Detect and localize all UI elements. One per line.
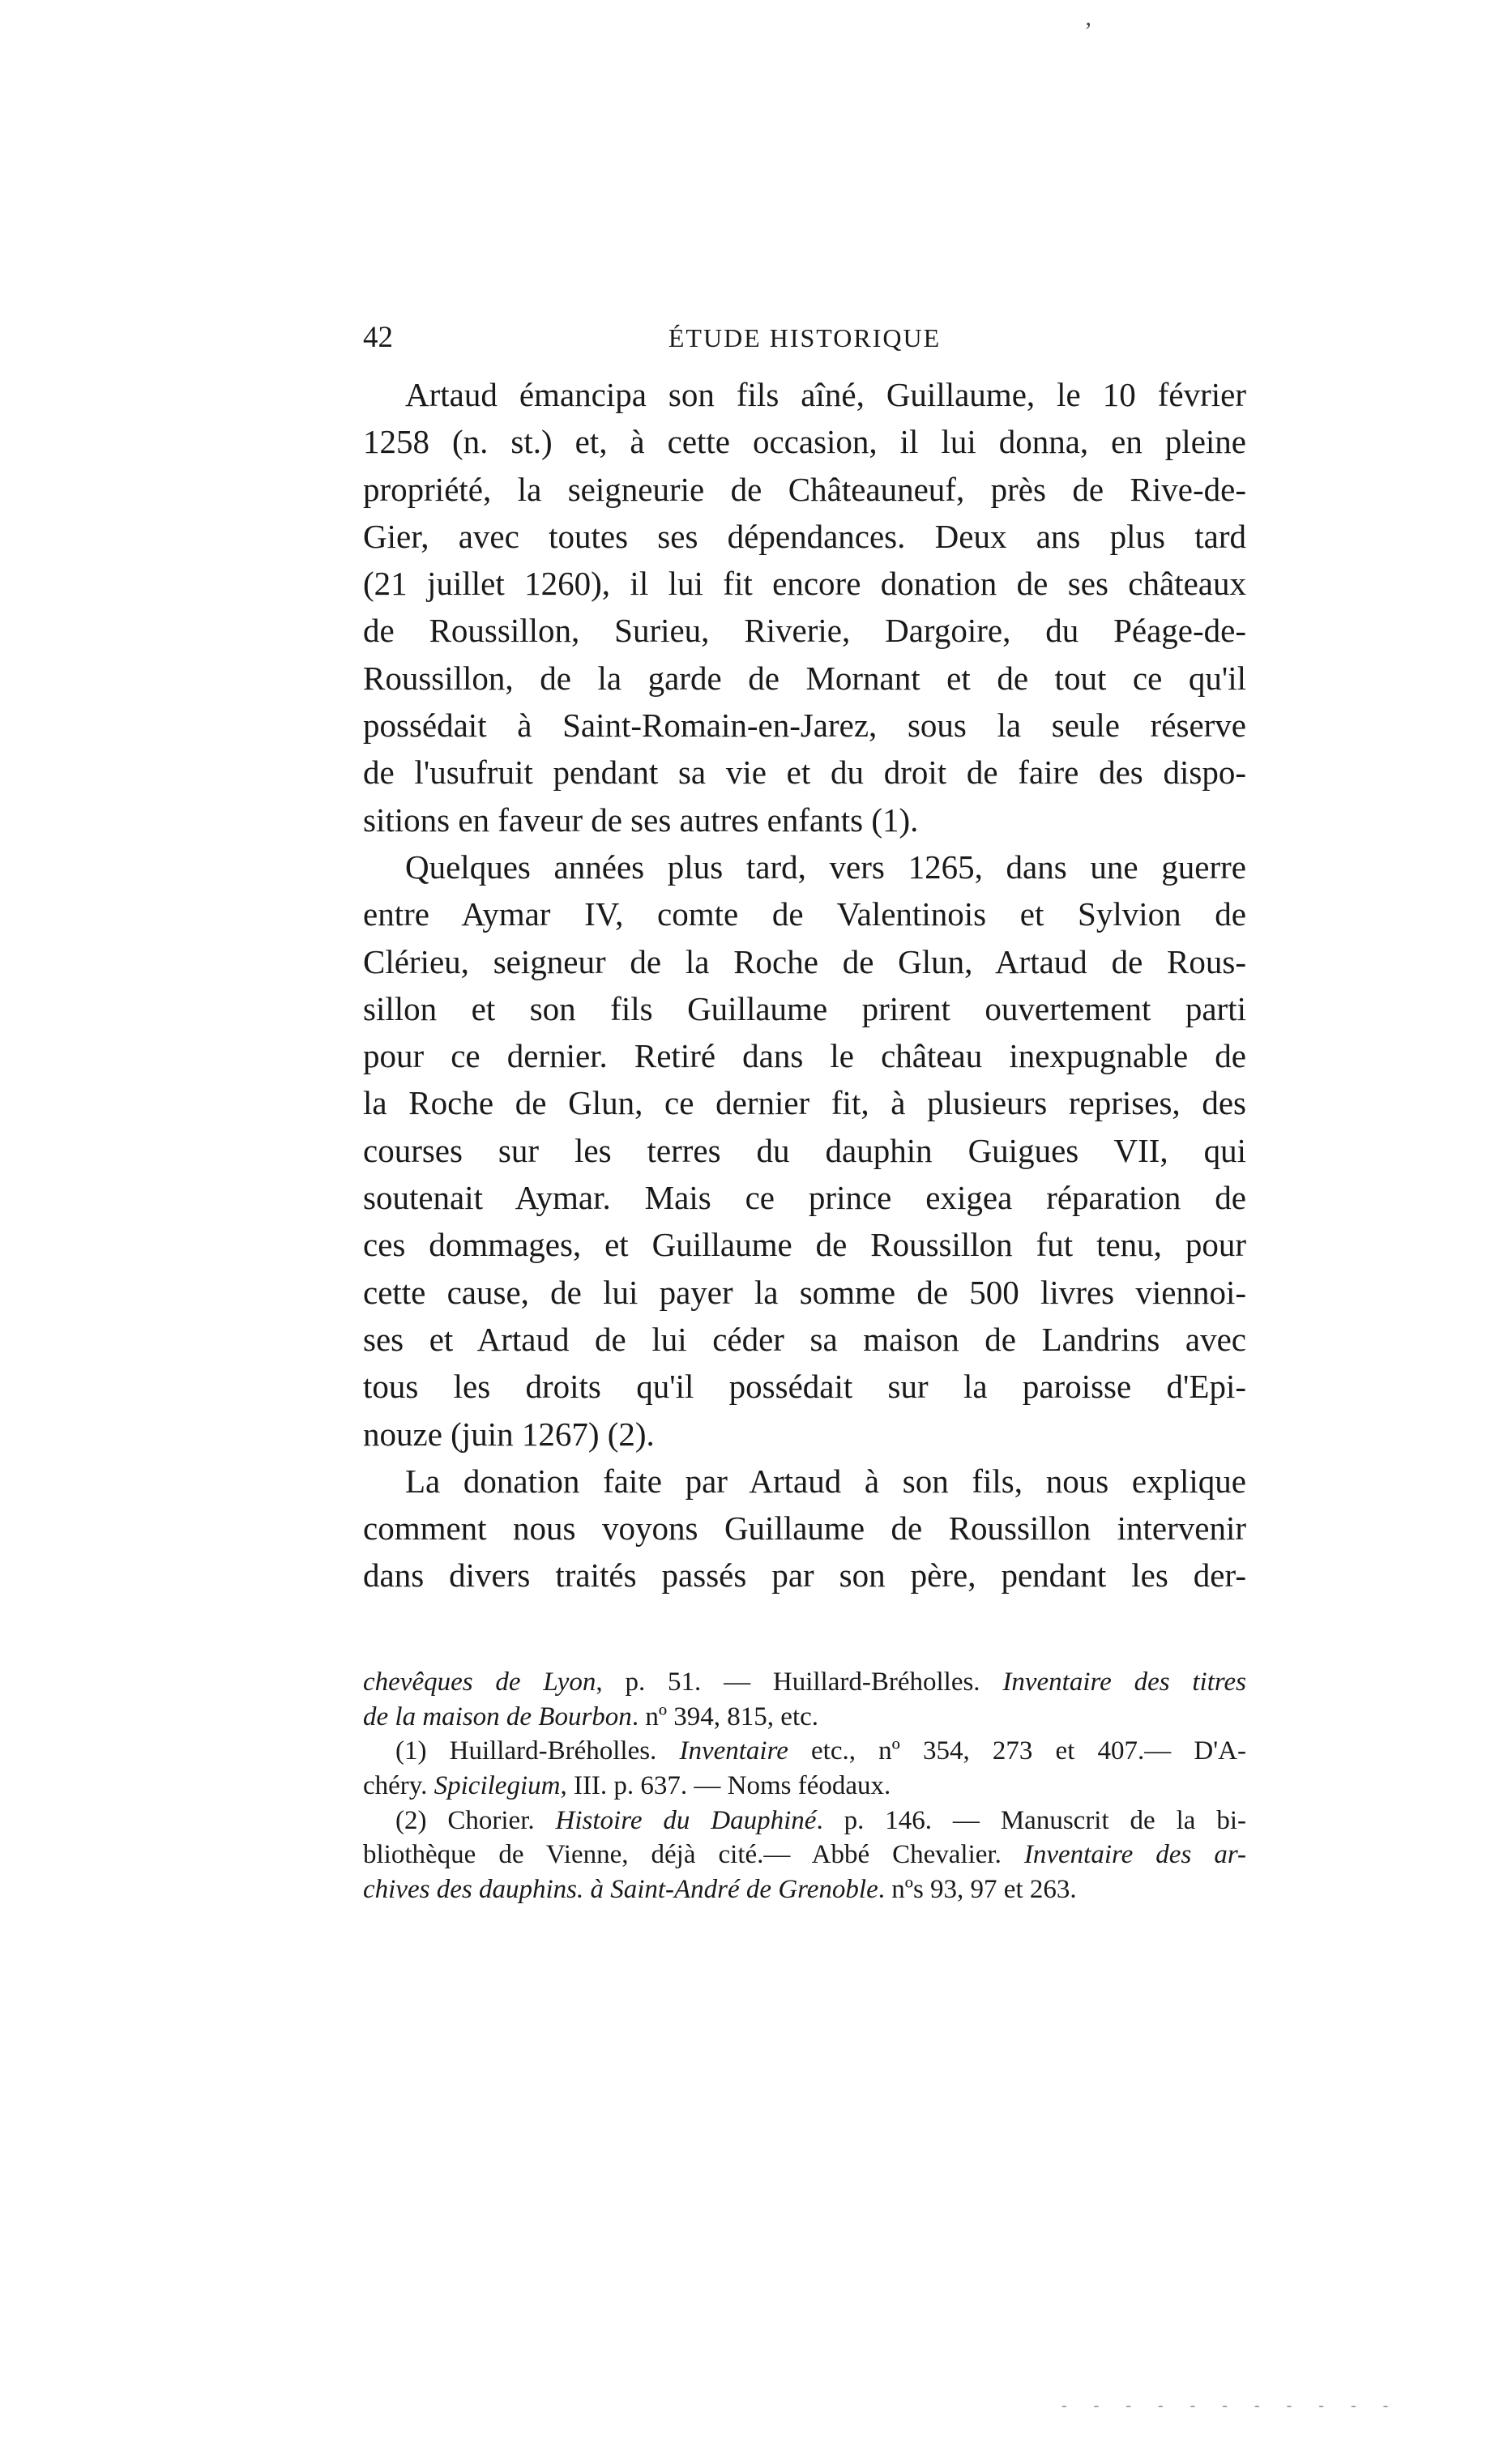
footnote-italic: Histoire du Dauphiné [555,1805,817,1835]
footnote-line [363,1769,1246,1804]
body-line: de l'usufruit pendant sa vie et du droit de faire des dispo- [363,754,1246,792]
body-line: Artaud émancipa son fils aîné, Guillaume, le 10 février [405,376,1246,413]
body-line: 1258 (n. st.) et, à cette occasion, il lui donna, en pleine [363,423,1246,461]
body-line: (21 juillet 1260), il lui fit encore donation de ses châteaux [363,565,1246,603]
corner-mark: ʼ [1084,18,1092,45]
body-line: sillon et son fils Guillaume prirent ouvertement parti [363,989,1246,1027]
footnote-text: etc., nº 354, 273 et 407.— D'A- [788,1736,1247,1766]
body-line: sitions en faveur de ses autres enfants (1). [363,801,919,839]
footnote-italic: de la maison de Bourbon [363,1701,632,1731]
body-line: Quelques années plus tard, vers 1265, dans une guerre [405,848,1246,886]
running-title: ÉTUDE HISTORIQUE [668,323,942,352]
body-line: ces dommages, et Guillaume de Roussillon fut tenu, pour [363,1226,1246,1264]
footnote-text: , p. 51. — Huillard-Bréholles. [596,1667,1003,1697]
footnote-text: . nº 394, 815, etc. [631,1701,819,1731]
footnote-italic: chives des dauphins. à Saint-André de Grenoble [363,1875,878,1905]
body-line: comment nous voyons Guillaume de Roussillon intervenir [363,1509,1246,1548]
body-line: nouze (juin 1267) (2). [363,1415,655,1453]
footnote-text: (1) Huillard-Bréholles. [395,1736,680,1766]
bottom-scan-marks: - - - - - - - - - - - [1061,2397,1400,2415]
body-line: cette cause, de lui payer la somme de 500 livres viennoi- [363,1273,1246,1311]
footnote-text: chéry. [363,1771,434,1801]
body-line: tous les droits qu'il possédait sur la paroisse d'Epi- [363,1368,1246,1406]
body-line: entre Aymar IV, comte de Valentinois et Sylvion de [363,895,1246,933]
body-line: soutenait Aymar. Mais ce prince exigea réparation de [363,1179,1246,1217]
body-line: La donation faite par Artaud à son fils, nous explique [405,1462,1246,1500]
footnote-line [363,1734,1246,1769]
footnote-line [363,1665,1246,1700]
footnote-text: bliothèque de Vienne, déjà cité.— Abbé Chevalier. [363,1840,1024,1870]
footnote-italic: Inventaire des ar- [1023,1840,1247,1870]
page-number: 42 [363,321,393,354]
page-header [363,318,1246,358]
body-line: Clérieu, seigneur de la Roche de Glun, Artaud de Rous- [363,942,1246,980]
footnote-line [363,1872,1246,1907]
body-line: de Roussillon, Surieu, Riverie, Dargoire, du Péage-de- [363,612,1246,650]
body-line: la Roche de Glun, ce dernier fit, à plusieurs reprises, des [363,1084,1246,1122]
footnote-line [363,1700,1246,1735]
footnote-text: , III. p. 637. — Noms féodaux. [560,1771,891,1801]
body-line: ses et Artaud de lui céder sa maison de Landrins avec [363,1320,1246,1358]
footnote-italic: Inventaire [679,1736,788,1766]
body-line: possédait à Saint-Romain-en-Jarez, sous la seule réserve [363,707,1246,745]
body-line: courses sur les terres du dauphin Guigues VII, qui [363,1131,1246,1169]
body-line: propriété, la seigneurie de Châteauneuf, près de Rive-de- [363,470,1246,508]
footnote-italic: Spicilegium [434,1771,561,1801]
footnotes [363,1665,1246,1907]
body-text [363,371,1246,1599]
footnote-text: (2) Chorier. [395,1805,556,1835]
body-line: Gier, avec toutes ses dépendances. Deux ans plus tard [363,517,1246,555]
body-line: dans divers traités passés par son père, pendant les der- [363,1556,1246,1595]
footnote-line [363,1804,1246,1838]
footnote-line [363,1838,1246,1872]
footnote-italic: Inventaire des titres [1002,1667,1246,1697]
footnote-text: . nºs 93, 97 et 263. [878,1875,1077,1905]
body-line: pour ce dernier. Retiré dans le château inexpugnable de [363,1037,1246,1075]
footnote-text: . p. 146. — Manuscrit de la bi- [816,1805,1246,1835]
footnote-italic: chevêques de Lyon [363,1667,596,1697]
body-line: Roussillon, de la garde de Mornant et de tout ce qu'il [363,659,1246,697]
